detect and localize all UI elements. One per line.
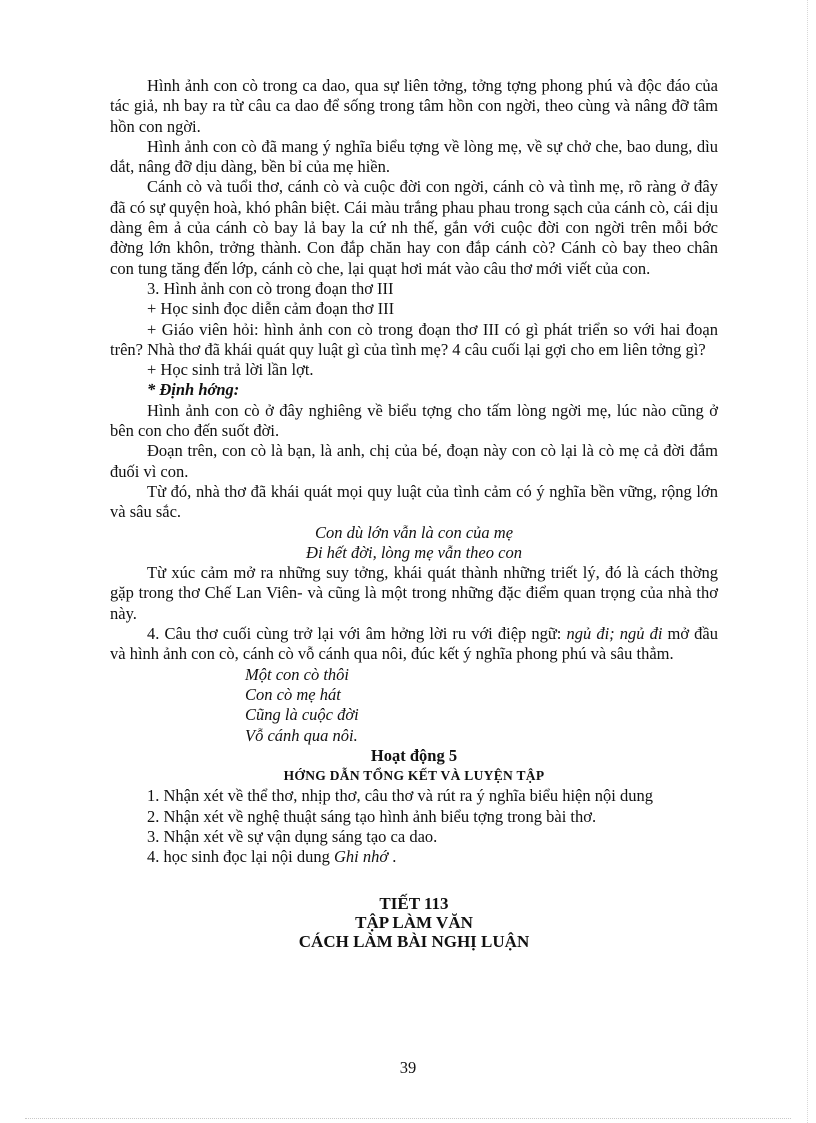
list-item-emphasis: Ghi nhớ <box>333 847 389 867</box>
list-item-tail: . <box>388 847 397 867</box>
activity-subtitle: HỚNG DẪN TỔNG KẾT VÀ LUYỆN TẬP <box>283 768 545 784</box>
page-content <box>110 76 718 951</box>
paragraph <box>110 624 718 665</box>
list-item: 1. Nhận xét về thể thơ, nhịp thơ, câu thơ và rút ra ý nghĩa biểu hiện nội dung <box>147 786 653 806</box>
lesson-number: TIẾT 113 <box>379 893 449 913</box>
orientation-label: * Định hớng: <box>147 380 240 400</box>
paragraph: Từ xúc cảm mở ra những suy tởng, khái quát thành những triết lý, đó là cách thờng gặp trong thơ Chế Lan Viên- và cũng là một trong những đặc điểm quan trọng của nhà thơ này. <box>110 563 718 623</box>
paragraph: Hình ảnh con cò ở đây nghiêng về biểu tợng cho tấm lòng ngời mẹ, lúc nào cũng ở bên con cho đến suốt đời. <box>110 400 718 441</box>
lesson-title: CÁCH LÀM BÀI NGHỊ LUẬN <box>298 931 530 951</box>
spacer <box>110 868 718 894</box>
paragraph: + Giáo viên hỏi: hình ảnh con cò trong đoạn thơ III có gì phát triển so với hai đoạn trên? Nhà thơ đã khái quát quy luật gì của tình mẹ? 4 câu cuối lại gợi cho em liên tởng gì? <box>110 319 718 359</box>
paragraph: + Học sinh trả lời lần lợt. <box>147 360 314 380</box>
paragraph: + Học sinh đọc diễn cảm đoạn thơ III <box>147 299 395 319</box>
list-item <box>110 847 718 867</box>
activity-title: Hoạt động 5 <box>370 745 458 765</box>
verse-line: Đi hết đời, lòng mẹ vẫn theo con <box>306 542 522 562</box>
paragraph: Từ đó, nhà thơ đã khái quát mọi quy luật của tình cảm có ý nghĩa bền vững, rộng lớn và sâu sắc. <box>110 481 718 522</box>
list-item: 3. Nhận xét về sự vận dụng sáng tạo ca dao. <box>147 826 438 846</box>
paragraph-emphasis: ngủ đi; ngủ đi <box>566 624 663 644</box>
paragraph: Hình ảnh con cò đã mang ý nghĩa biểu tợng về lòng mẹ, về sự chở che, bao dung, dìu dắt, nâng đỡ dịu dàng, bền bỉ của mẹ hiền. <box>110 136 718 177</box>
verse-line: Vỗ cánh qua nôi. <box>245 725 358 745</box>
paragraph: Đoạn trên, con cò là bạn, là anh, chị của bé, đoạn này con cò lại là cò mẹ cả đời đắm đuối vì con. <box>110 441 718 481</box>
list-item: 2. Nhận xét về nghệ thuật sáng tạo hình ảnh biểu tợng trong bài thơ. <box>147 806 597 826</box>
page-right-divider <box>807 0 808 1123</box>
verse-line: Cũng là cuộc đời <box>245 705 359 725</box>
section-heading: 3. Hình ảnh con cò trong đoạn thơ III <box>147 278 394 298</box>
page-bottom-divider <box>25 1118 791 1119</box>
paragraph-lead: 4. Câu thơ cuối cùng trở lại với âm hởng lời ru với điệp ngữ: <box>147 624 567 644</box>
verse-line: Con dù lớn vẫn là con của mẹ <box>314 522 514 542</box>
paragraph-tail: mở đầu và hình ảnh con cò, cánh cò vỗ cánh qua nôi, đúc kết ý nghĩa phong phú và sâu thẳm. <box>110 624 718 664</box>
paragraph: Hình ảnh con cò trong ca dao, qua sự liên tởng, tởng tợng phong phú và độc đáo của tác giả, nh bay ra từ câu ca dao để sống trong tâm hồn con ngời, theo cùng và nâng đỡ tâm hồn con ngời. <box>110 76 718 136</box>
paragraph: Cánh cò và tuổi thơ, cánh cò và cuộc đời con ngời, cánh cò và tình mẹ, rõ ràng ở đây đã có sự quyện hoà, khó phân biệt. Cái màu trắng phau phau trong sạch của cánh cò, cái dịu dàng êm ả của cánh cò bay lả bay la cứ nh thế, gắn với cuộc đời con ngời trên mỗi bớc đờng lớn khôn, trởng thành. Con đắp chăn hay con đắp cánh cò? Cánh cò bay theo chân con tung tăng đến lớp, cánh cò che, lại quạt hơi mát vào câu thơ mới viết của con. <box>110 177 718 278</box>
verse-line: Một con cò thôi <box>245 664 350 684</box>
list-item-lead: 4. học sinh đọc lại nội dung <box>147 847 334 867</box>
verse-line: Con cò mẹ hát <box>245 684 341 704</box>
page-number: 39 <box>399 1058 417 1077</box>
lesson-category: TẬP LÀM VĂN <box>355 912 473 932</box>
